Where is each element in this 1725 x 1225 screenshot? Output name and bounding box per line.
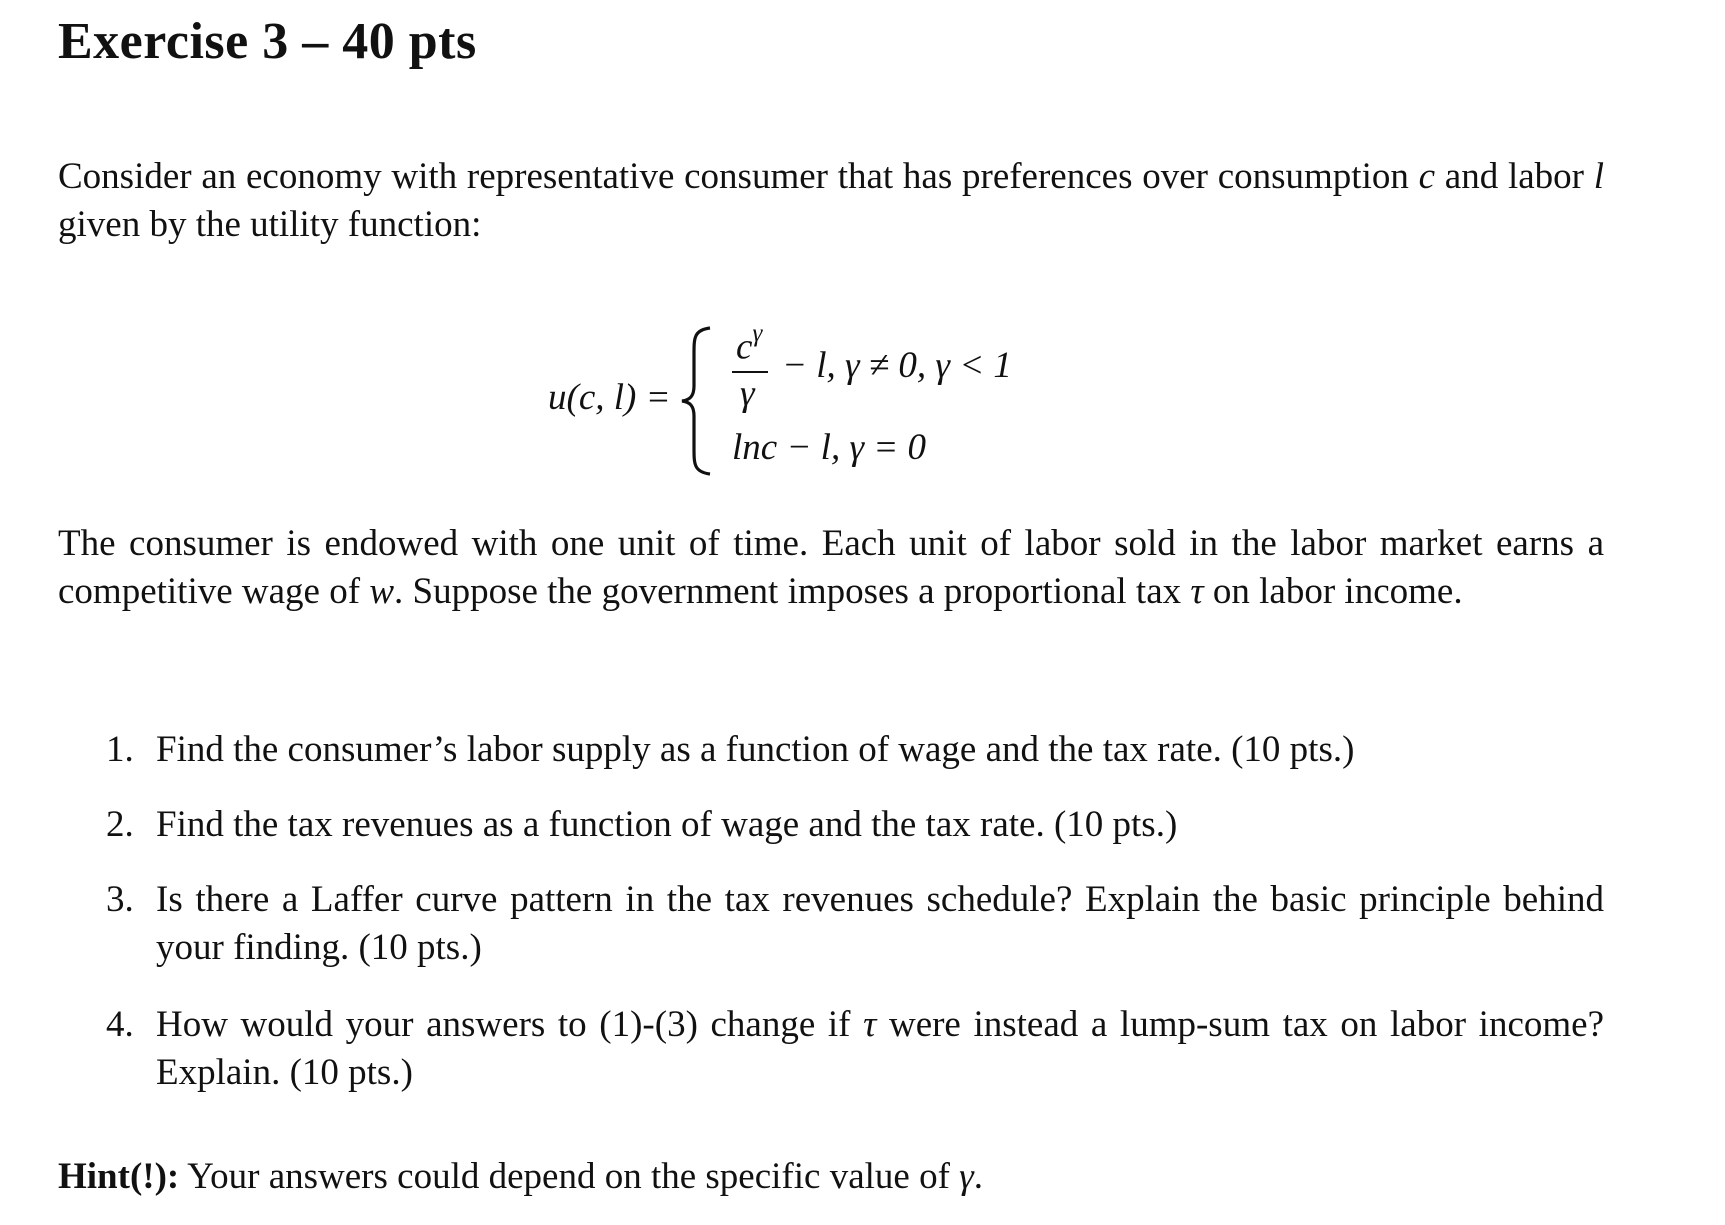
- setup-text-end: on labor income.: [1203, 571, 1463, 612]
- intro-text-start: Consider an economy with representative consumer that has preferences over consumption: [58, 156, 1419, 197]
- hint-line: [58, 1153, 983, 1201]
- fraction: [728, 318, 774, 426]
- question-number: 2.: [106, 804, 134, 845]
- setup-text-middle: . Suppose the government imposes a proportional tax: [394, 571, 1191, 612]
- var-wage: w: [369, 571, 394, 612]
- equation-case-gamma-zero: lnc − l, γ = 0: [732, 427, 926, 468]
- var-tax: τ: [1190, 571, 1204, 612]
- numerator-exponent: γ: [752, 320, 763, 347]
- intro-paragraph: [58, 153, 1604, 249]
- question-number: 1.: [106, 729, 134, 770]
- intro-text-middle: and labor: [1435, 156, 1594, 197]
- exercise-title: Exercise 3 – 40 pts: [58, 13, 477, 70]
- utility-function-equation: [548, 318, 1108, 478]
- setup-text-start: The consumer is endowed with one unit of time. Each unit of labor sold in the labor market earns a competitive wage of: [58, 523, 1604, 612]
- var-tax: τ: [863, 1004, 877, 1045]
- hint-text: Your answers could depend on the specific value of: [179, 1156, 960, 1197]
- left-brace-icon: [680, 326, 716, 476]
- question-number: 4.: [106, 1004, 134, 1045]
- utility-function-lhs: u(c, l) =: [548, 377, 671, 418]
- hint-end: .: [973, 1156, 983, 1197]
- numerator-base: c: [736, 326, 753, 368]
- setup-paragraph: [58, 520, 1604, 616]
- question-text: Find the consumer’s labor supply as a function of wage and the tax rate. (10 pts.): [156, 729, 1355, 770]
- intro-text-end: given by the utility function:: [58, 204, 482, 245]
- var-gamma: γ: [959, 1156, 974, 1197]
- hint-label: Hint(!):: [58, 1156, 180, 1197]
- question-text: [156, 1001, 1604, 1097]
- question-number: 3.: [106, 879, 134, 920]
- equation-case-gamma-nonzero: [718, 318, 1118, 428]
- fraction-denominator: γ: [740, 373, 755, 414]
- question-text-end: were instead a lump-sum tax on labor income? Explain. (10 pts.): [156, 1004, 1604, 1093]
- var-labor: l: [1593, 156, 1604, 197]
- fraction-numerator: [736, 318, 762, 367]
- question-text-start: How would your answers to (1)-(3) change if: [156, 1004, 864, 1045]
- var-consumption: c: [1418, 156, 1436, 197]
- question-text: Find the tax revenues as a function of wage and the tax rate. (10 pts.): [156, 804, 1178, 845]
- question-text: Is there a Laffer curve pattern in the tax revenues schedule? Explain the basic principle behind your finding. (10 pts.): [156, 879, 1604, 968]
- case1-condition: − l, γ ≠ 0, γ < 1: [782, 345, 1012, 386]
